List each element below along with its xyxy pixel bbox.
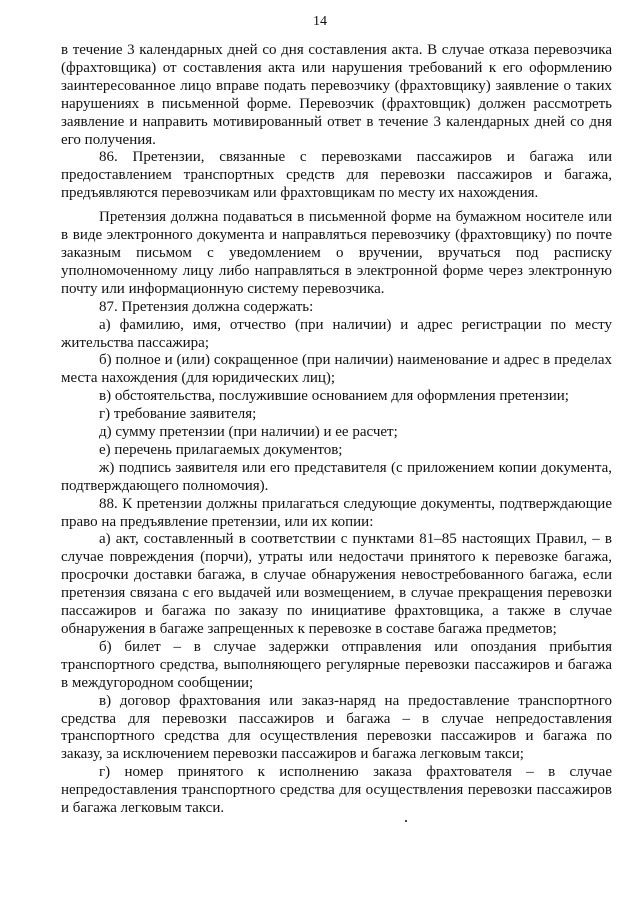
list-item-87-b: б) полное и (или) сокращенное (при наличии) наименование и адрес в пределах места нахождения (для юридических лиц); <box>61 352 612 387</box>
paragraph-claim-form: Претензия должна подаваться в письменной форме на бумажном носителе или в виде электронного документа и направляться перевозчику (фрахтовщику) по почте заказным письмом с уведомлением о вручении, вручаться под расписку уполномоченному лицу либо направляться в электронной форме через электронную почту или информационную систему перевозчика. <box>61 209 612 297</box>
list-item-87-a: а) фамилию, имя, отчество (при наличии) и адрес регистрации по месту жительства пассажира; <box>61 316 612 351</box>
document-body <box>61 42 612 818</box>
paragraph-87: 87. Претензия должна содержать: <box>99 298 314 315</box>
list-item-87-zh: ж) подпись заявителя или его представителя (с приложением копии документа, подтверждающего полномочия). <box>61 459 612 494</box>
paragraph-continuation: в течение 3 календарных дней со дня составления акта. В случае отказа перевозчика (фрахтовщика) от составления акта или нарушения требований к его оформлению заинтересованное лицо вправе подать перевозчику (фрахтовщику) заявление о таких нарушениях в письменной форме. Перевозчик (фрахтовщик) должен рассмотреть заявление и направить мотивированный ответ в течение 3 календарных дней со дня его получения. <box>61 42 612 148</box>
list-item-88-g: г) номер принятого к исполнению заказа фрахтователя – в случае непредоставления транспортного средства для осуществления перевозки пассажиров и багажа легковым такси. <box>61 764 612 817</box>
paragraph-86: 86. Претензии, связанные с перевозками пассажиров и багажа или предоставлением транспортных средств для перевозки пассажиров и багажа, предъявляются перевозчикам или фрахтовщикам по месту их нахождения. <box>61 149 612 202</box>
list-item-87-e: е) перечень прилагаемых документов; <box>99 441 343 458</box>
page-number: 14 <box>313 14 327 29</box>
list-item-88-v: в) договор фрахтования или заказ-наряд на предоставление транспортного средства для перевозки пассажиров и багажа – в случае непредоставления транспортного средства для осуществления перевозки пассажиров и багажа по заказу, за исключением перевозки пассажиров и багажа легковым такси; <box>61 692 612 763</box>
list-item-87-v: в) обстоятельства, послужившие основанием для оформления претензии; <box>99 388 569 405</box>
list-item-88-b: б) билет – в случае задержки отправления или опоздания прибытия транспортного средства, выполняющего регулярные перевозки пассажиров и багажа в междугородном сообщении; <box>61 638 612 691</box>
scan-speck <box>405 820 407 822</box>
list-item-88-a: а) акт, составленный в соответствии с пунктами 81–85 настоящих Правил, – в случае повреждения (порчи), утраты или недостачи принятого к перевозке багажа, просрочки доставки багажа, в случае обнаружения невостребованного багажа, если претензия связана с его выдачей или возмещением, в случае прекращения перевозки пассажиров и багажа по заказу по инициативе фрахтовщика, а также в случае обнаружения в багаже запрещенных к перевозке в составе багажа предметов; <box>61 531 612 637</box>
list-item-87-g: г) требование заявителя; <box>99 406 257 423</box>
list-item-87-d: д) сумму претензии (при наличии) и ее расчет; <box>99 424 398 441</box>
paragraph-88: 88. К претензии должны прилагаться следующие документы, подтверждающие право на предъявление претензии, или их копии: <box>61 495 612 530</box>
